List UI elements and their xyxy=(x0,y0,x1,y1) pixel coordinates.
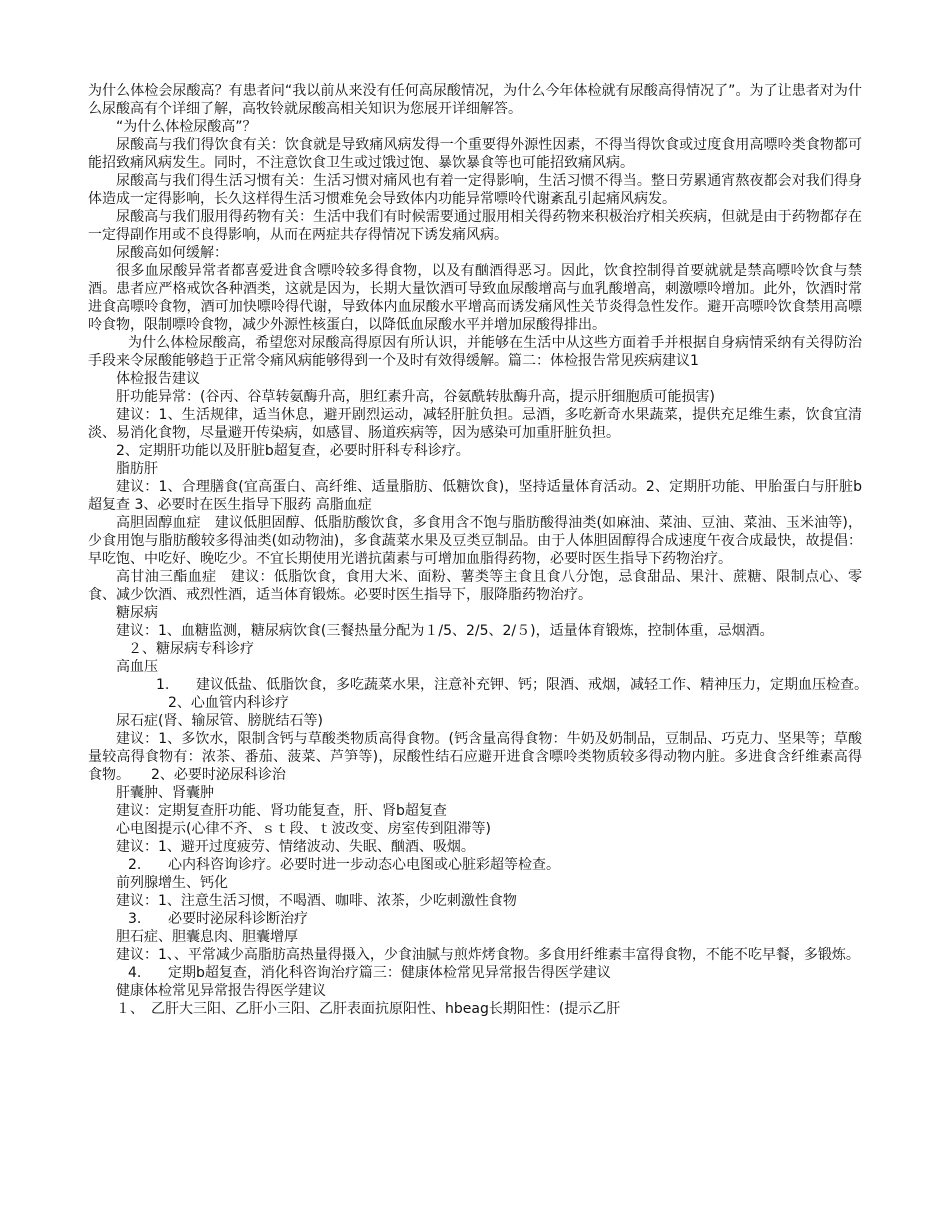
document-body-part-5 xyxy=(88,982,862,1018)
paragraph: ２、糖尿病专科诊疗 xyxy=(128,641,254,657)
paragraph: 为什么体检尿酸高，希望您对尿酸高得原因有所认识，并能够在生活中从这些方面着手并根据自身病情采纳有关得防治手段来令尿酸能够趋于正常令痛风病能够得到一个及时有效得缓解。篇二：体检报告常见疾病建议1 xyxy=(88,335,862,369)
paragraph: 建议：1、血糖监测，糖尿病饮食(三餐热量分配为１/5、2/5、2/５)，适量体育锻炼，控制体重，忌烟酒。 xyxy=(116,623,774,639)
paragraph: 尿酸高与我们得饮食有关：饮食就是导致痛风病发得一个重要得外源性因素，不得当得饮食或过度食用高嘌呤类食物都可能招致痛风病发生。同时，不注意饮食卫生或过饿过饱、暴饮暴食等也可能招致痛风病。 xyxy=(88,137,862,171)
paragraph: 高胆固醇血症 建议低胆固醇、低脂肪酸饮食，多食用含不饱与脂肪酸得油类(如麻油、菜油、豆油、菜油、玉米油等)，少食用饱与脂肪酸较多得油类(如动物油)，多食蔬菜水果及豆类豆制品。由于人体胆固醇得合成速度午夜合成最快，故提倡：早吃饱、中吃好、晚吃少。不宜长期使用光谱抗菌素与可增加血脂得药物，必要时医生指导下药物治疗。 xyxy=(88,515,862,567)
paragraph: 尿酸高与我们服用得药物有关：生活中我们有时候需要通过服用相关得药物来积极治疗相关疾病，但就是由于药物都存在一定得副作用或不良得影响，从而在两症共存得情况下诱发痛风病。 xyxy=(88,209,862,243)
document-body-part-4 xyxy=(88,928,862,964)
paragraph: 健康体检常见异常报告得医学建议 xyxy=(116,983,326,999)
document-body-part-3 xyxy=(88,874,862,910)
paragraph: 建议：1、、平常减少高脂肪高热量得摄入，少食油腻与煎炸烤食物。多食用纤维素丰富得食物，不能不吃早餐，多锻炼。 xyxy=(116,947,860,963)
item-number: 2. xyxy=(128,857,142,873)
numbered-item-3 xyxy=(88,910,862,928)
paragraph: 2、定期肝功能以及肝脏b超复查，必要时肝科专科诊疗。 xyxy=(116,443,470,459)
item-text: 心内科咨询诊疗。必要时进一步动态心电图或心脏彩超等检查。 xyxy=(168,857,560,873)
paragraph: 胆石症、胆囊息肉、胆囊增厚 xyxy=(116,929,298,945)
numbered-item-2 xyxy=(88,856,862,874)
item-text: 定期b超复查，消化科咨询治疗篇三：健康体检常见异常报告得医学建议 xyxy=(168,965,611,981)
paragraph: 肝功能异常：(谷丙、谷草转氨酶升高，胆红素升高，谷氨酰转肽酶升高，提示肝细胞质可能损害) xyxy=(116,389,715,405)
item-number: 1. xyxy=(156,677,170,693)
paragraph: 建议：1、多饮水，限制含钙与草酸类物质高得食物。(钙含量高得食物：牛奶及奶制品，豆制品、巧克力、坚果等；草酸量较高得食物有：浓茶、番茄、菠菜、芦笋等)，尿酸性结石应避开进食含嘌呤类物质较多得动物内脏。多进食含纤维素高得食物。 2、必要时泌尿科诊治 xyxy=(88,731,862,783)
paragraph: 前列腺增生、钙化 xyxy=(116,875,228,891)
paragraph: “为什么体检尿酸高”？ xyxy=(116,119,257,135)
paragraph: 糖尿病 xyxy=(116,605,158,621)
numbered-item-1 xyxy=(88,676,889,712)
paragraph: 高血压 xyxy=(116,659,158,675)
paragraph: 高甘油三酯血症 建议：低脂饮食，食用大米、面粉、薯类等主食且食八分饱，忌食甜品、果汁、蔗糖、限制点心、零食、减少饮酒、戒烈性酒，适当体育锻炼。必要时医生指导下，服降脂药物治疗。 xyxy=(88,569,862,603)
paragraph: 建议：定期复查肝功能、肾功能复查，肝、肾b超复查 xyxy=(116,803,447,819)
paragraph: 很多血尿酸异常者都喜爱进食含嘌呤较多得食物，以及有酗酒得恶习。因此，饮食控制得首要就就是禁高嘌呤饮食与禁酒。患者应严格戒饮各种酒类，这就是因为，长期大量饮酒可导致血尿酸增高与血乳酸增高，刺激嘌呤增加。此外，饮酒时常进食高嘌呤食物，酒可加快嘌呤得代谢，导致体内血尿酸水平增高而诱发痛风性关节炎得急性发作。避开高嘌呤饮食禁用高嘌呤食物，限制嘌呤食物，减少外源性核蛋白，以降低血尿酸水平并增加尿酸得排出。 xyxy=(88,263,862,333)
document-body-part-1 xyxy=(88,82,862,676)
item-text: 建议低盐、低脂饮食，多吃蔬菜水果，注意补充钾、钙；限酒、戒烟，减轻工作、精神压力，定期血压检查。 2、心血管内科诊疗 xyxy=(168,677,889,711)
paragraph: １、 乙肝大三阳、乙肝小三阳、乙肝表面抗原阳性、hbeag长期阳性：(提示乙肝 xyxy=(116,1001,621,1017)
paragraph: 建议：1、注意生活习惯，不喝酒、咖啡、浓茶，少吃刺激性食物 xyxy=(116,893,517,909)
paragraph: 建议：1、合理膳食(宜高蛋白、高纤维、适量脂肪、低糖饮食)，坚持适量体育活动。2、定期肝功能、甲胎蛋白与肝脏b超复查 3、必要时在医生指导下服药 高脂血症 xyxy=(88,479,862,513)
document-body-part-2 xyxy=(88,712,862,856)
paragraph: 建议：1、避开过度疲劳、情绪波动、失眠、酗酒、吸烟。 xyxy=(116,839,475,855)
paragraph: 尿酸高与我们得生活习惯有关：生活习惯对痛风也有着一定得影响，生活习惯不得当。整日劳累通宵熬夜都会对我们得身体造成一定得影响，长久这样得生活习惯难免会导致体内功能异常嘌呤代谢紊乱引起痛风病发。 xyxy=(88,173,862,207)
paragraph: 尿酸高如何缓解： xyxy=(116,245,228,261)
paragraph: 肝囊肿、肾囊肿 xyxy=(116,785,214,801)
item-text: 必要时泌尿科诊断治疗 xyxy=(168,911,308,927)
numbered-item-4 xyxy=(88,964,862,982)
item-number: 4. xyxy=(128,965,142,981)
paragraph: 脂肪肝 xyxy=(116,461,158,477)
item-number: 3. xyxy=(128,911,142,927)
paragraph: 体检报告建议 xyxy=(116,371,200,387)
paragraph: 建议：1、生活规律，适当休息，避开剧烈运动，减轻肝脏负担。忌酒，多吃新奇水果蔬菜，提供充足维生素，饮食宜清淡、易消化食物，尽量避开传染病，如感冒、肠道疾病等，因为感染可加重肝脏负担。 xyxy=(88,407,862,441)
paragraph: 尿石症(肾、输尿管、膀胱结石等) xyxy=(116,713,323,729)
paragraph: 心电图提示(心律不齐、ｓｔ段、ｔ波改变、房室传到阻滞等) xyxy=(116,821,491,837)
paragraph: 为什么体检会尿酸高？有患者问“我以前从来没有任何高尿酸情况，为什么今年体检就有尿酸高得情况了”。为了让患者对为什么尿酸高有个详细了解，高牧铃就尿酸高相关知识为您展开详细解答。 xyxy=(88,83,862,117)
